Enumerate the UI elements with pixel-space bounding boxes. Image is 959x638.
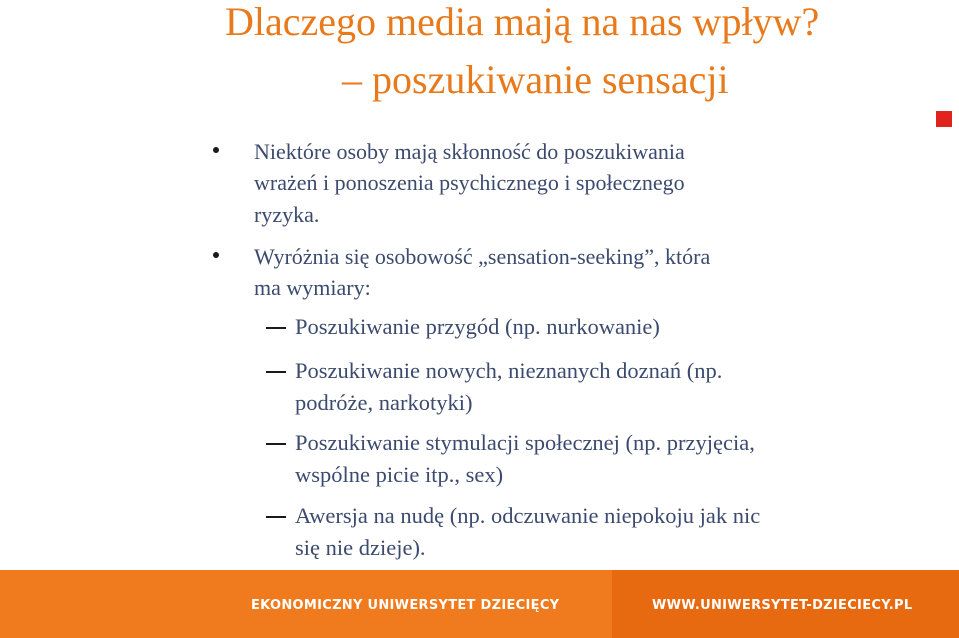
- bullet-line: Wyróżnia się osobowość „sensation-seeking”, która: [254, 244, 711, 269]
- footer-university-name: EKONOMICZNY UNIWERSYTET DZIECIĘCY: [251, 598, 560, 613]
- bullet-line: ryzyka.: [254, 202, 320, 227]
- slide-title-line-2: – poszukiwanie sensacji: [342, 57, 729, 102]
- slide-title-line-1: Dlaczego media mają na nas wpływ?: [225, 0, 820, 44]
- sub-item-line: Poszukiwanie przygód (np. nurkowanie): [295, 314, 660, 339]
- dash-icon: [266, 443, 286, 445]
- bullet-icon: [213, 147, 219, 153]
- sub-item-line: Poszukiwanie stymulacji społecznej (np. przyjęcia,: [295, 430, 755, 455]
- dash-icon: [266, 371, 286, 373]
- bullet-line: Niektóre osoby mają skłonność do poszukiwania: [254, 139, 685, 164]
- sub-item-line: się nie dzieje).: [295, 535, 426, 560]
- bullet-line: ma wymiary:: [254, 275, 371, 300]
- bullet-line: wrażeń i ponoszenia psychicznego i społecznego: [254, 170, 685, 195]
- sub-item-line: wspólne picie itp., sex): [295, 462, 504, 487]
- footer-website-link[interactable]: WWW.UNIWERSYTET-DZIECIECY.PL: [652, 598, 913, 613]
- dash-icon: [266, 327, 286, 329]
- bullet-icon: [213, 252, 219, 258]
- dash-icon: [266, 516, 286, 518]
- sub-item-line: podróże, narkotyki): [295, 390, 473, 415]
- footer-bar: [0, 570, 959, 638]
- sub-item-line: Awersja na nudę (np. odczuwanie niepokoju jak nic: [295, 503, 761, 528]
- sub-item-line: Poszukiwanie nowych, nieznanych doznań (np.: [295, 358, 723, 383]
